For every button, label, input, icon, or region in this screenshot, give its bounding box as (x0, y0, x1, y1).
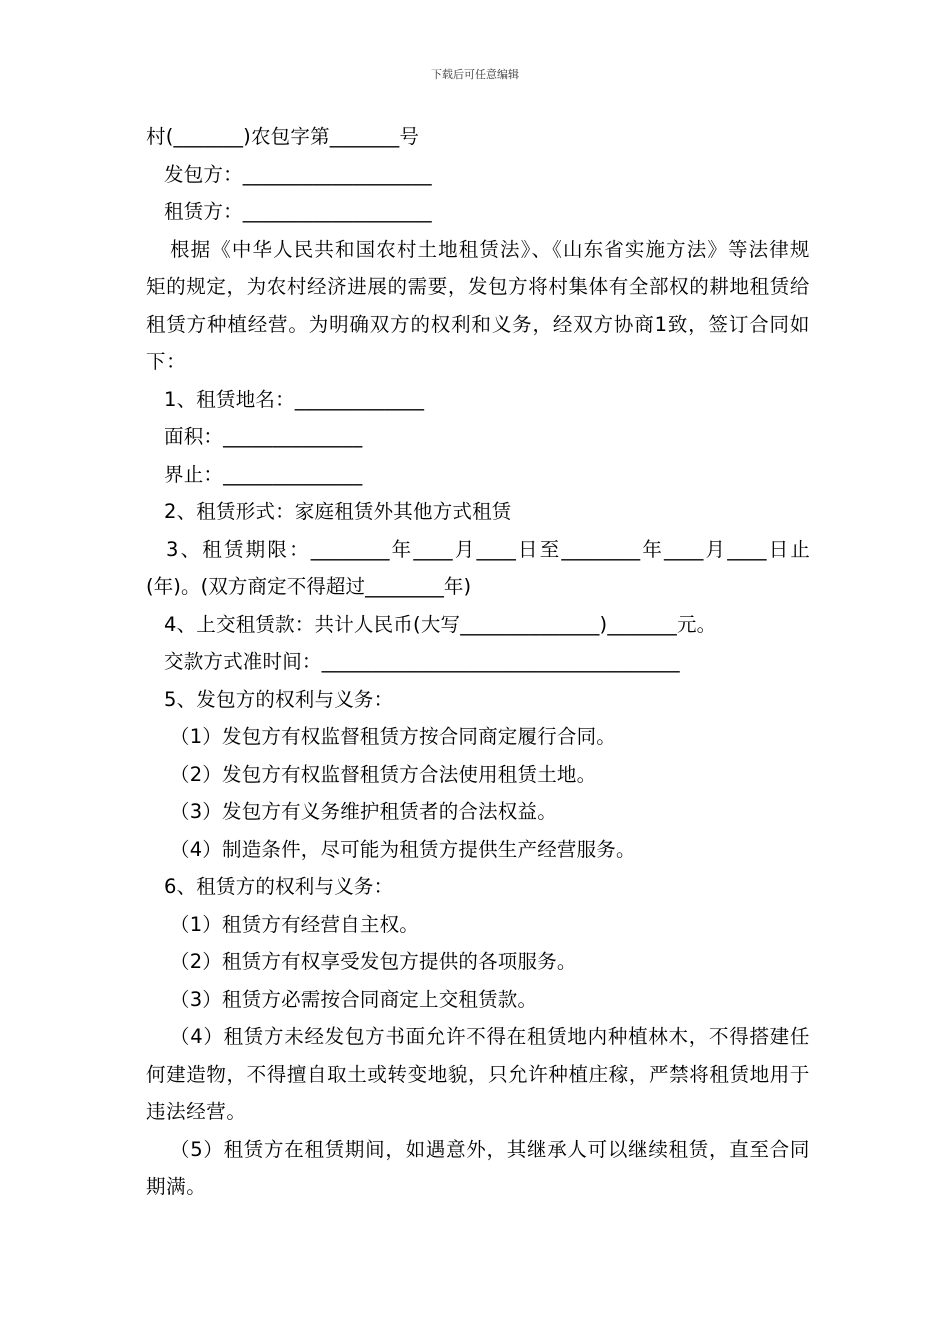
clause-5-item-4: （4）制造条件，尽可能为租赁方提供生产经营服务。 (170, 837, 636, 861)
clause-6-item-5: （5）租赁方在租赁期间，如遇意外，其继承人可以继续租赁，直至合同期满。 (146, 1137, 810, 1198)
contract-number-line: 村(_______)农包字第_______号 (146, 125, 420, 148)
clause-5-heading: 5、发包方的权利与义务： (164, 687, 394, 711)
clause-5-item-3: （3）发包方有义务维护租赁者的合法权益。 (170, 800, 557, 823)
clause-5-item-1: （1）发包方有权监督租赁方按合同商定履行合同。 (170, 725, 617, 748)
clause-1-area: 面积：______________ (164, 425, 363, 448)
preamble-paragraph: 根据《中华人民共和国农村土地租赁法》、《山东省实施方法》等法律规矩的规定，为农村经济进展的需要，发包方将村集体有全部权的耕地租赁给租赁方种植经营。为明确双方的权利和义务，经双方协商1致，签订合同如下： (146, 237, 810, 373)
clause-5-item-2: （2）发包方有权监督租赁方合法使用租赁土地。 (170, 762, 597, 786)
clause-3-lease-term: 3、租赁期限：________年____月____日至________年____月____日止(年)。(双方商定不得超过________年) (146, 537, 810, 598)
clause-1-land-name: 1、租赁地名：_____________ (164, 387, 425, 411)
page-header-note: 下载后可任意编辑 (431, 68, 519, 81)
lessor-line: 发包方：___________________ (164, 162, 432, 186)
clause-6-item-1: （1）租赁方有经营自主权。 (170, 912, 420, 936)
clause-2-lease-form: 2、租赁形式：家庭租赁外其他方式租赁 (164, 500, 512, 523)
lessee-line: 租赁方：___________________ (164, 200, 432, 223)
clause-4-payment: 4、上交租赁款：共计人民币(大写______________)_______元。 (164, 612, 717, 636)
clause-4-payment-method: 交款方式准时间：____________________________________ (164, 650, 680, 673)
clause-6-item-2: （2）租赁方有权享受发包方提供的各项服务。 (170, 950, 577, 973)
clause-6-item-3: （3）租赁方必需按合同商定上交租赁款。 (170, 987, 538, 1011)
clause-6-heading: 6、租赁方的权利与义务： (164, 875, 394, 898)
clause-6-item-4: （4）租赁方未经发包方书面允许不得在租赁地内种植林木，不得搭建任何建造物，不得擅自取土或转变地貌，只允许种植庄稼，严禁将租赁地用于违法经营。 (146, 1025, 810, 1123)
contract-body (146, 118, 810, 1206)
clause-1-boundary: 界止：______________ (164, 462, 363, 486)
